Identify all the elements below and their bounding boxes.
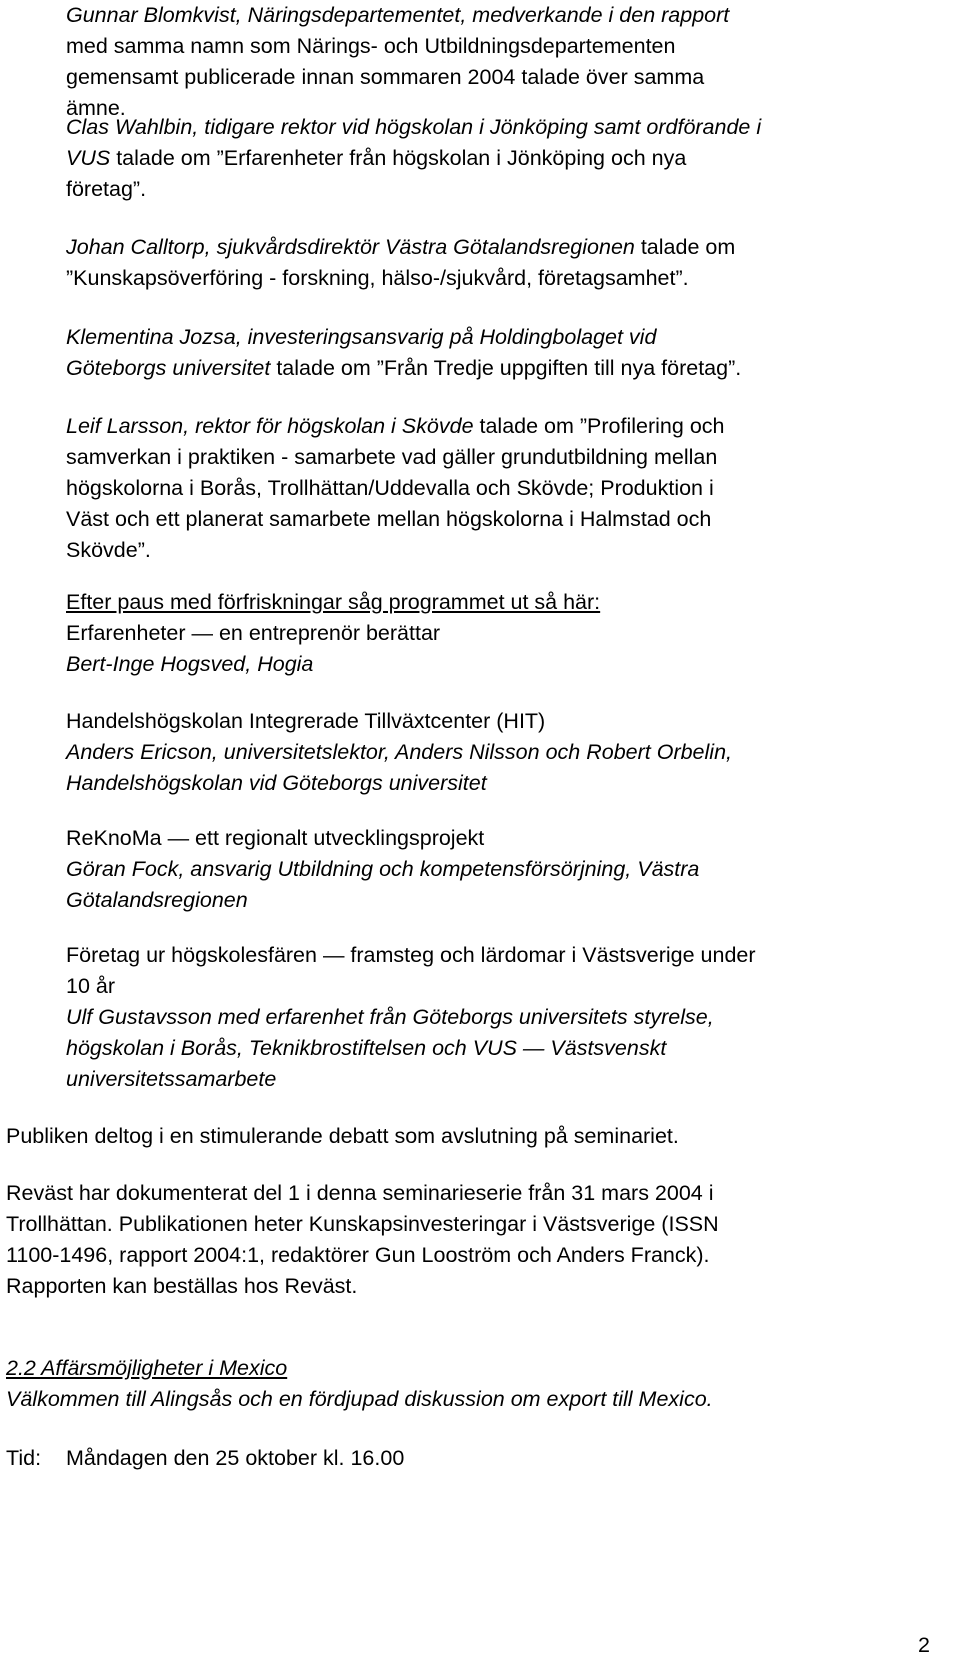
paragraph-line [66,112,936,143]
report-line: Rapporten kan beställas hos Reväst. [6,1274,358,1298]
program-item-title: Företag ur högskolesfären — framsteg och lärdomar i Västsverige under [66,943,756,967]
italic-text: Clas Wahlbin, tidigare rektor vid högskolan i Jönköping samt ordförande i [66,115,762,139]
italic-text: Johan Calltorp, sjukvårdsdirektör Västra Götalandsregionen [66,235,635,259]
italic-text: Leif Larsson, rektor för högskolan i Skövde [66,414,474,438]
intro-paragraph [66,232,936,294]
paragraph-line [66,0,936,31]
text-segment: med samma namn som Närings- och Utbildningsdepartementen [66,34,676,58]
time-value: Måndagen den 25 oktober kl. 16.00 [66,1446,405,1470]
paragraph-line [66,263,936,294]
section-subheading: Välkommen till Alingsås och en fördjupad diskussion om export till Mexico. [6,1387,713,1411]
italic-text: Klementina Jozsa, investeringsansvarig på Holdingbolaget vid [66,325,657,349]
text-segment: talade om ”Profilering och [473,414,725,438]
intro-paragraph [66,0,936,124]
program-item-speaker: Bert-Inge Hogsved, Hogia [66,652,314,676]
paragraph-line [66,442,936,473]
intro-paragraph [66,322,936,384]
time-label: Tid: [6,1446,42,1470]
text-segment: talade om [634,235,736,259]
program-item [66,706,936,799]
paragraph-line [66,232,936,263]
text-segment: företag”. [66,177,147,201]
report-paragraph [6,1178,936,1302]
paragraph-line [66,62,936,93]
paragraph-line [66,174,936,205]
text-segment: talade om ”Från Tredje uppgiften till nya företag”. [270,356,742,380]
paragraph-line [66,31,936,62]
program-item [66,823,936,916]
program-item [66,940,936,1095]
text-segment: Skövde”. [66,538,151,562]
program-item-title: Erfarenheter — en entreprenör berättar [66,621,441,645]
program-item-title: ReKnoMa — ett regionalt utvecklingsprojekt [66,826,485,850]
program-heading-block [66,587,936,618]
intro-paragraph [66,411,936,566]
program-item-title: 10 år [66,974,116,998]
paragraph-line [66,473,936,504]
closing-paragraph [6,1121,936,1152]
paragraph-line [66,322,936,353]
program-heading: Efter paus med förfriskningar såg programmet ut så här: [66,590,601,614]
report-line: Trollhättan. Publikationen heter Kunskapsinvesteringar i Västsverige (ISSN [6,1212,719,1236]
program-item-title: Handelshögskolan Integrerade Tillväxtcenter (HIT) [66,709,546,733]
page-number: 2 [918,1633,930,1657]
paragraph-line [66,535,936,566]
program-item-speaker: Göran Fock, ansvarig Utbildning och kompetensförsörjning, Västra [66,857,700,881]
italic-text: VUS [66,146,111,170]
section-2-2 [6,1353,936,1415]
paragraph-line [66,411,936,442]
program-item-speaker: högskolan i Borås, Teknikbrostiftelsen och VUS — Västsvenskt [66,1036,667,1060]
text-segment: ”Kunskapsöverföring - forskning, hälso-/sjukvård, företagsamhet”. [66,266,689,290]
text-segment: ämne. [66,96,126,120]
program-item-speaker: Ulf Gustavsson med erfarenhet från Göteborgs universitets styrelse, [66,1005,714,1029]
program-item-speaker: universitetssamarbete [66,1067,277,1091]
text-segment: talade om ”Erfarenheter från högskolan i Jönköping och nya [110,146,687,170]
program-item-speaker: Handelshögskolan vid Göteborgs universitet [66,771,487,795]
text-segment: högskolorna i Borås, Trollhättan/Uddevalla och Skövde; Produktion i [66,476,714,500]
text-segment: samverkan i praktiken - samarbete vad gäller grundutbildning mellan [66,445,718,469]
text-segment: gemensamt publicerade innan sommaren 2004 talade över samma [66,65,705,89]
italic-text: , medverkande i den rapport [460,3,730,27]
time-line [6,1443,936,1474]
italic-text: Göteborgs universitet [66,356,271,380]
program-item-speaker: Götalandsregionen [66,888,248,912]
report-line: 1100-1496, rapport 2004:1, redaktörer Gun Looström och Anders Franck). [6,1243,710,1267]
program-item-speaker: Anders Ericson, universitetslektor, Anders Nilsson och Robert Orbelin, [66,740,732,764]
italic-text: Gunnar Blomkvist, Näringsdepartementet [66,3,461,27]
paragraph-line [66,353,936,384]
program-item [66,618,936,680]
closing-line: Publiken deltog i en stimulerande debatt som avslutning på seminariet. [6,1124,679,1148]
paragraph-line [66,504,936,535]
paragraph-line [66,143,936,174]
text-segment: Väst och ett planerat samarbete mellan högskolorna i Halmstad och [66,507,712,531]
report-line: Reväst har dokumenterat del 1 i denna seminarieserie från 31 mars 2004 i [6,1181,714,1205]
intro-paragraph [66,112,936,205]
section-heading: 2.2 Affärsmöjligheter i Mexico [6,1356,288,1380]
